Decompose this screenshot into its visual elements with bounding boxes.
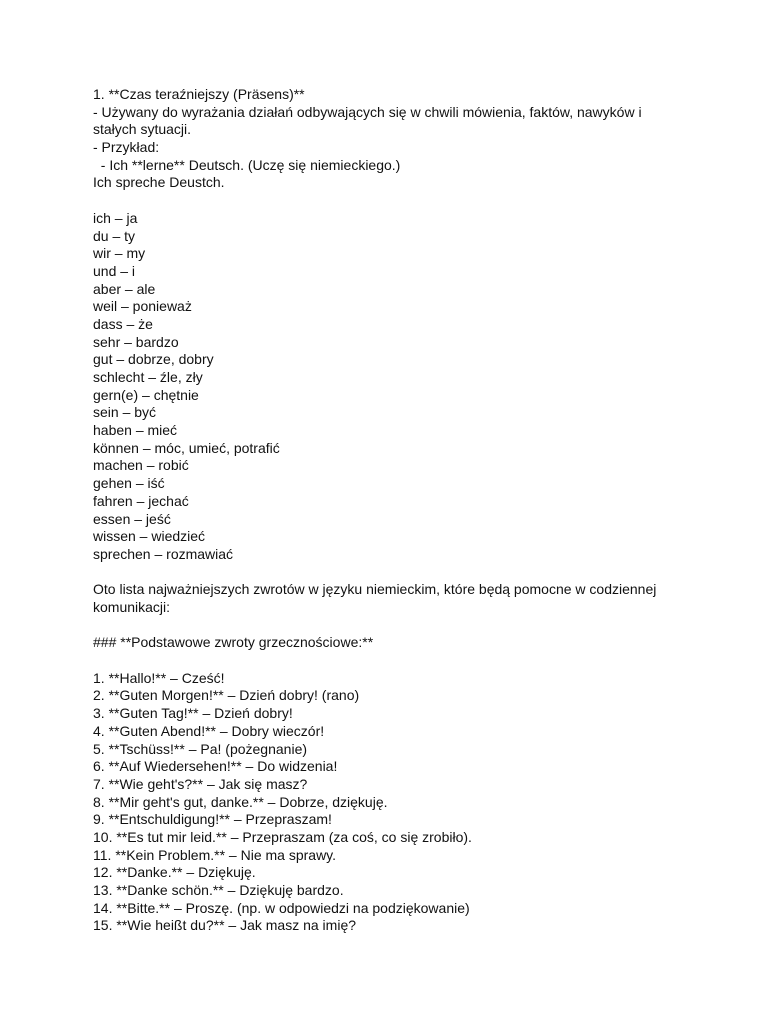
vocab-item: wissen – wiedzieć: [93, 528, 206, 545]
phrase-item: 6. **Auf Wiedersehen!** – Do widzenia!: [93, 758, 338, 775]
tense-usage: - Używany do wyrażania działań odbywających się w chwili mówienia, faktów, nawyków i stałych sytuacji.: [93, 103, 642, 138]
phrase-item: 1. **Hallo!** – Cześć!: [93, 669, 225, 686]
example-label: - Przykład:: [93, 139, 160, 156]
tense-heading: 1. **Czas teraźniejszy (Präsens)**: [93, 86, 305, 102]
phrase-item: 15. **Wie heißt du?** – Jak masz na imię?: [93, 917, 357, 934]
vocab-item: sehr – bardzo: [93, 333, 179, 350]
phrase-item: 14. **Bitte.** – Proszę. (np. w odpowiedzi na podziękowanie): [93, 899, 470, 916]
example-plain: Ich spreche Deustch.: [93, 174, 225, 191]
phrase-item: 4. **Guten Abend!** – Dobry wieczór!: [93, 722, 325, 739]
phrase-item: 8. **Mir geht's gut, danke.** – Dobrze, dziękuję.: [93, 793, 388, 810]
vocab-item: ich – ja: [93, 209, 138, 226]
spacer: [93, 564, 693, 582]
phrases-list: [93, 670, 693, 935]
vocab-item: du – ty: [93, 227, 136, 244]
phrase-item: 3. **Guten Tag!** – Dzień dobry!: [93, 705, 293, 722]
vocab-item: essen – jeść: [93, 510, 171, 527]
vocab-item: wir – my: [93, 245, 146, 262]
vocab-item: sprechen – rozmawiać: [93, 545, 234, 562]
vocab-item: dass – że: [93, 315, 153, 332]
phrase-item: 7. **Wie geht's?** – Jak się masz?: [93, 775, 308, 792]
phrase-item: 2. **Guten Morgen!** – Dzień dobry! (rano): [93, 687, 360, 704]
vocab-item: sein – być: [93, 404, 157, 421]
spacer: [93, 652, 693, 670]
vocab-item: haben – mieć: [93, 422, 178, 439]
vocab-item: gut – dobrze, dobry: [93, 351, 214, 368]
vocab-item: können – móc, umieć, potrafić: [93, 439, 280, 456]
spacer: [93, 617, 693, 635]
spacer: [93, 192, 693, 210]
section-heading: ### **Podstawowe zwroty grzecznościowe:**: [93, 634, 374, 651]
document-body: [93, 86, 693, 935]
vocab-item: weil – ponieważ: [93, 298, 192, 315]
vocab-item: gern(e) – chętnie: [93, 386, 199, 403]
vocab-item: gehen – iść: [93, 475, 165, 492]
vocab-item: fahren – jechać: [93, 492, 189, 509]
phrase-item: 11. **Kein Problem.** – Nie ma sprawy.: [93, 846, 337, 863]
vocab-item: schlecht – źle, zły: [93, 369, 203, 386]
phrase-item: 9. **Entschuldigung!** – Przepraszam!: [93, 811, 332, 828]
phrase-item: 12. **Danke.** – Dziękuję.: [93, 864, 256, 881]
vocabulary-list: [93, 210, 693, 564]
vocab-item: und – i: [93, 262, 136, 279]
phrases-intro: Oto lista najważniejszych zwrotów w języku niemieckim, które będą pomocne w codziennej komunikacji:: [93, 581, 657, 615]
phrase-item: 10. **Es tut mir leid.** – Przepraszam (za coś, co się zrobiło).: [93, 828, 472, 845]
vocab-item: aber – ale: [93, 280, 156, 297]
phrase-item: 5. **Tschüss!** – Pa! (pożegnanie): [93, 740, 308, 757]
phrase-item: 13. **Danke schön.** – Dziękuję bardzo.: [93, 882, 344, 898]
vocab-item: machen – robić: [93, 457, 189, 474]
example-sentence: - Ich **lerne** Deutsch. (Uczę się niemieckiego.): [93, 156, 401, 173]
